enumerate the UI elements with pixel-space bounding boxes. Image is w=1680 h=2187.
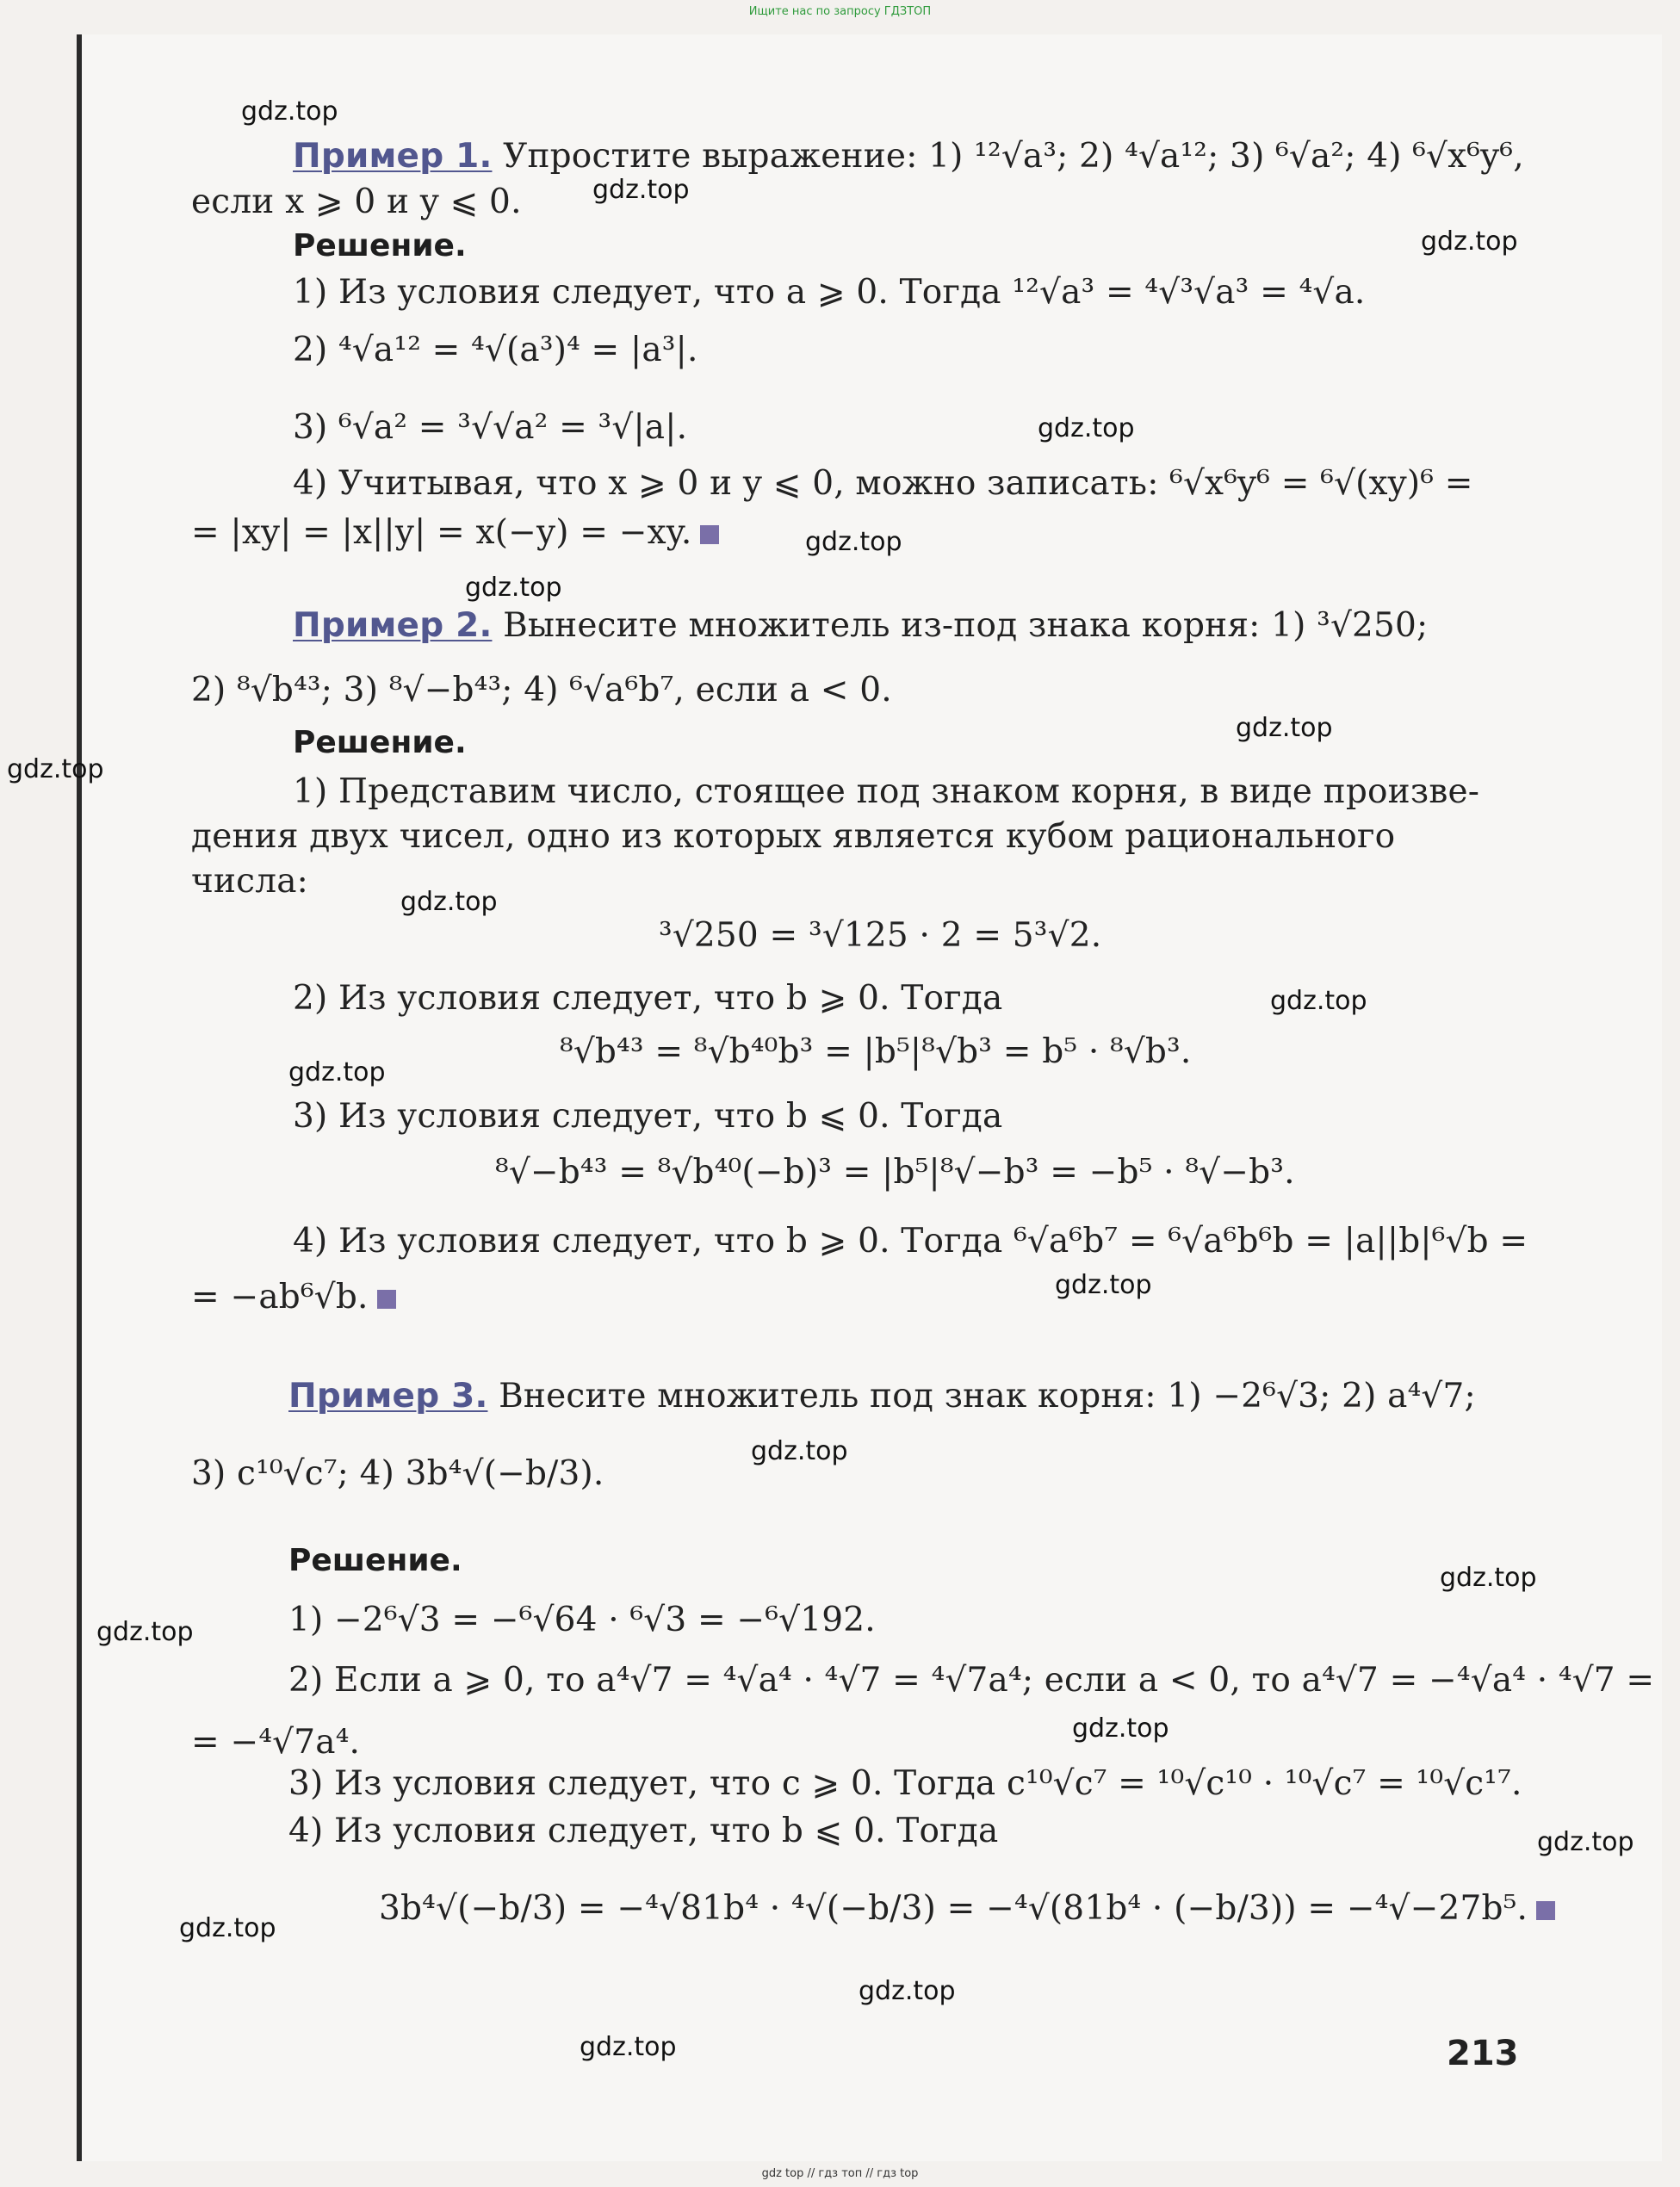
end-proof-icon [1536, 1901, 1555, 1920]
watermark: gdz.top [1055, 1270, 1152, 1300]
example2-step1d: ³√250 = ³√125 · 2 = 5³√2. [659, 916, 1102, 955]
example1-heading: Пример 1. [293, 137, 493, 176]
watermark: gdz.top [465, 573, 562, 603]
watermark: gdz.top [400, 887, 498, 917]
watermark: gdz.top [1270, 986, 1367, 1016]
example3-heading: Пример 3. [288, 1377, 488, 1416]
example2-heading: Пример 2. [293, 606, 493, 645]
watermark: gdz.top [1537, 1827, 1634, 1857]
watermark: gdz.top [241, 96, 338, 127]
example2-step1b: дения двух чисел, одно из которых является кубом рационального [191, 817, 1396, 856]
watermark: gdz.top [751, 1436, 848, 1466]
watermark: gdz.top [1440, 1563, 1537, 1593]
example1-solution-label: Решение. [293, 228, 467, 263]
example3-step2b: = −⁴√7a⁴. [191, 1723, 361, 1762]
example3-step4a: 4) Из условия следует, что b ⩽ 0. Тогда [288, 1812, 999, 1850]
example1-step2: 2) ⁴√a¹² = ⁴√(a³)⁴ = |a³|. [293, 331, 698, 369]
bottom-note: gdz top // гдз топ // гдз top [761, 2167, 919, 2180]
watermark: gdz.top [288, 1057, 386, 1087]
example3-step3: 3) Из условия следует, что c ⩾ 0. Тогда c¹⁰√c⁷ = ¹⁰√c¹⁰ · ¹⁰√c⁷ = ¹⁰√c¹⁷. [288, 1764, 1522, 1803]
example2-step2b: ⁸√b⁴³ = ⁸√b⁴⁰b³ = |b⁵|⁸√b³ = b⁵ · ⁸√b³. [560, 1032, 1192, 1071]
example3-step2a: 2) Если a ⩾ 0, то a⁴√7 = ⁴√a⁴ · ⁴√7 = ⁴√7a⁴; если a < 0, то a⁴√7 = −⁴√a⁴ · ⁴√7 = [288, 1661, 1655, 1700]
example3-solution-label: Решение. [288, 1543, 462, 1578]
example1-line1: Пример 1. Упростите выражение: 1) ¹²√a³; 2) ⁴√a¹²; 3) ⁶√a²; 4) ⁶√x⁶y⁶, [293, 137, 1524, 176]
example1-step1: 1) Из условия следует, что a ⩾ 0. Тогда ¹²√a³ = ⁴√³√a³ = ⁴√a. [293, 273, 1366, 312]
example2-step4a: 4) Из условия следует, что b ⩾ 0. Тогда ⁶√a⁶b⁷ = ⁶√a⁶b⁶b = |a||b|⁶√b = [293, 1222, 1528, 1261]
example1-step4a: 4) Учитывая, что x ⩾ 0 и y ⩽ 0, можно записать: ⁶√x⁶y⁶ = ⁶√(xy)⁶ = [293, 464, 1473, 503]
example2-solution-label: Решение. [293, 725, 467, 760]
watermark: gdz.top [96, 1617, 194, 1647]
example2-step3b: ⁸√−b⁴³ = ⁸√b⁴⁰(−b)³ = |b⁵|⁸√−b³ = −b⁵ · ⁸√−b³. [495, 1153, 1295, 1192]
watermark: gdz.top [1236, 713, 1333, 743]
example3-line2: 3) c¹⁰√c⁷; 4) 3b⁴√(−b/3). [191, 1454, 604, 1493]
example2-step1a: 1) Представим число, стоящее под знаком корня, в виде произве- [293, 772, 1480, 811]
example2-line1: Пример 2. Вынесите множитель из-под знака корня: 1) ³√250; [293, 606, 1429, 645]
watermark: gdz.top [1072, 1713, 1169, 1744]
watermark: gdz.top [1421, 226, 1518, 257]
example1-line2: если x ⩾ 0 и y ⩽ 0. [191, 183, 522, 221]
example1-step3: 3) ⁶√a² = ³√√a² = ³√|a|. [293, 408, 688, 447]
watermark: gdz.top [580, 2032, 677, 2062]
watermark: gdz.top [592, 175, 690, 205]
watermark: gdz.top [7, 754, 104, 784]
example3-step4b: 3b⁴√(−b/3) = −⁴√81b⁴ · ⁴√(−b/3) = −⁴√(81b⁴ · (−b/3)) = −⁴√−27b⁵. [379, 1890, 1555, 1929]
end-proof-icon [377, 1290, 396, 1309]
watermark: gdz.top [1038, 413, 1135, 443]
page-number: 213 [1447, 2034, 1519, 2073]
example3-line1: Пример 3. Внесите множитель под знак корня: 1) −2⁶√3; 2) a⁴√7; [288, 1377, 1476, 1416]
watermark: gdz.top [859, 1976, 956, 2006]
end-proof-icon [700, 525, 719, 544]
example3-step1: 1) −2⁶√3 = −⁶√64 · ⁶√3 = −⁶√192. [288, 1601, 876, 1639]
example2-step3a: 3) Из условия следует, что b ⩽ 0. Тогда [293, 1097, 1003, 1136]
watermark: gdz.top [179, 1913, 276, 1943]
example2-step4b: = −ab⁶√b. [191, 1279, 396, 1317]
example2-step2a: 2) Из условия следует, что b ⩾ 0. Тогда [293, 979, 1003, 1018]
example1-step4b: = |xy| = |x||y| = x(−y) = −xy. [191, 514, 719, 553]
example2-line2: 2) ⁸√b⁴³; 3) ⁸√−b⁴³; 4) ⁶√a⁶b⁷, если a < 0. [191, 671, 892, 709]
watermark: gdz.top [805, 527, 902, 557]
example2-step1c: числа: [191, 862, 308, 901]
top-note: Ищите нас по запросу ГДЗТОП [748, 5, 932, 18]
